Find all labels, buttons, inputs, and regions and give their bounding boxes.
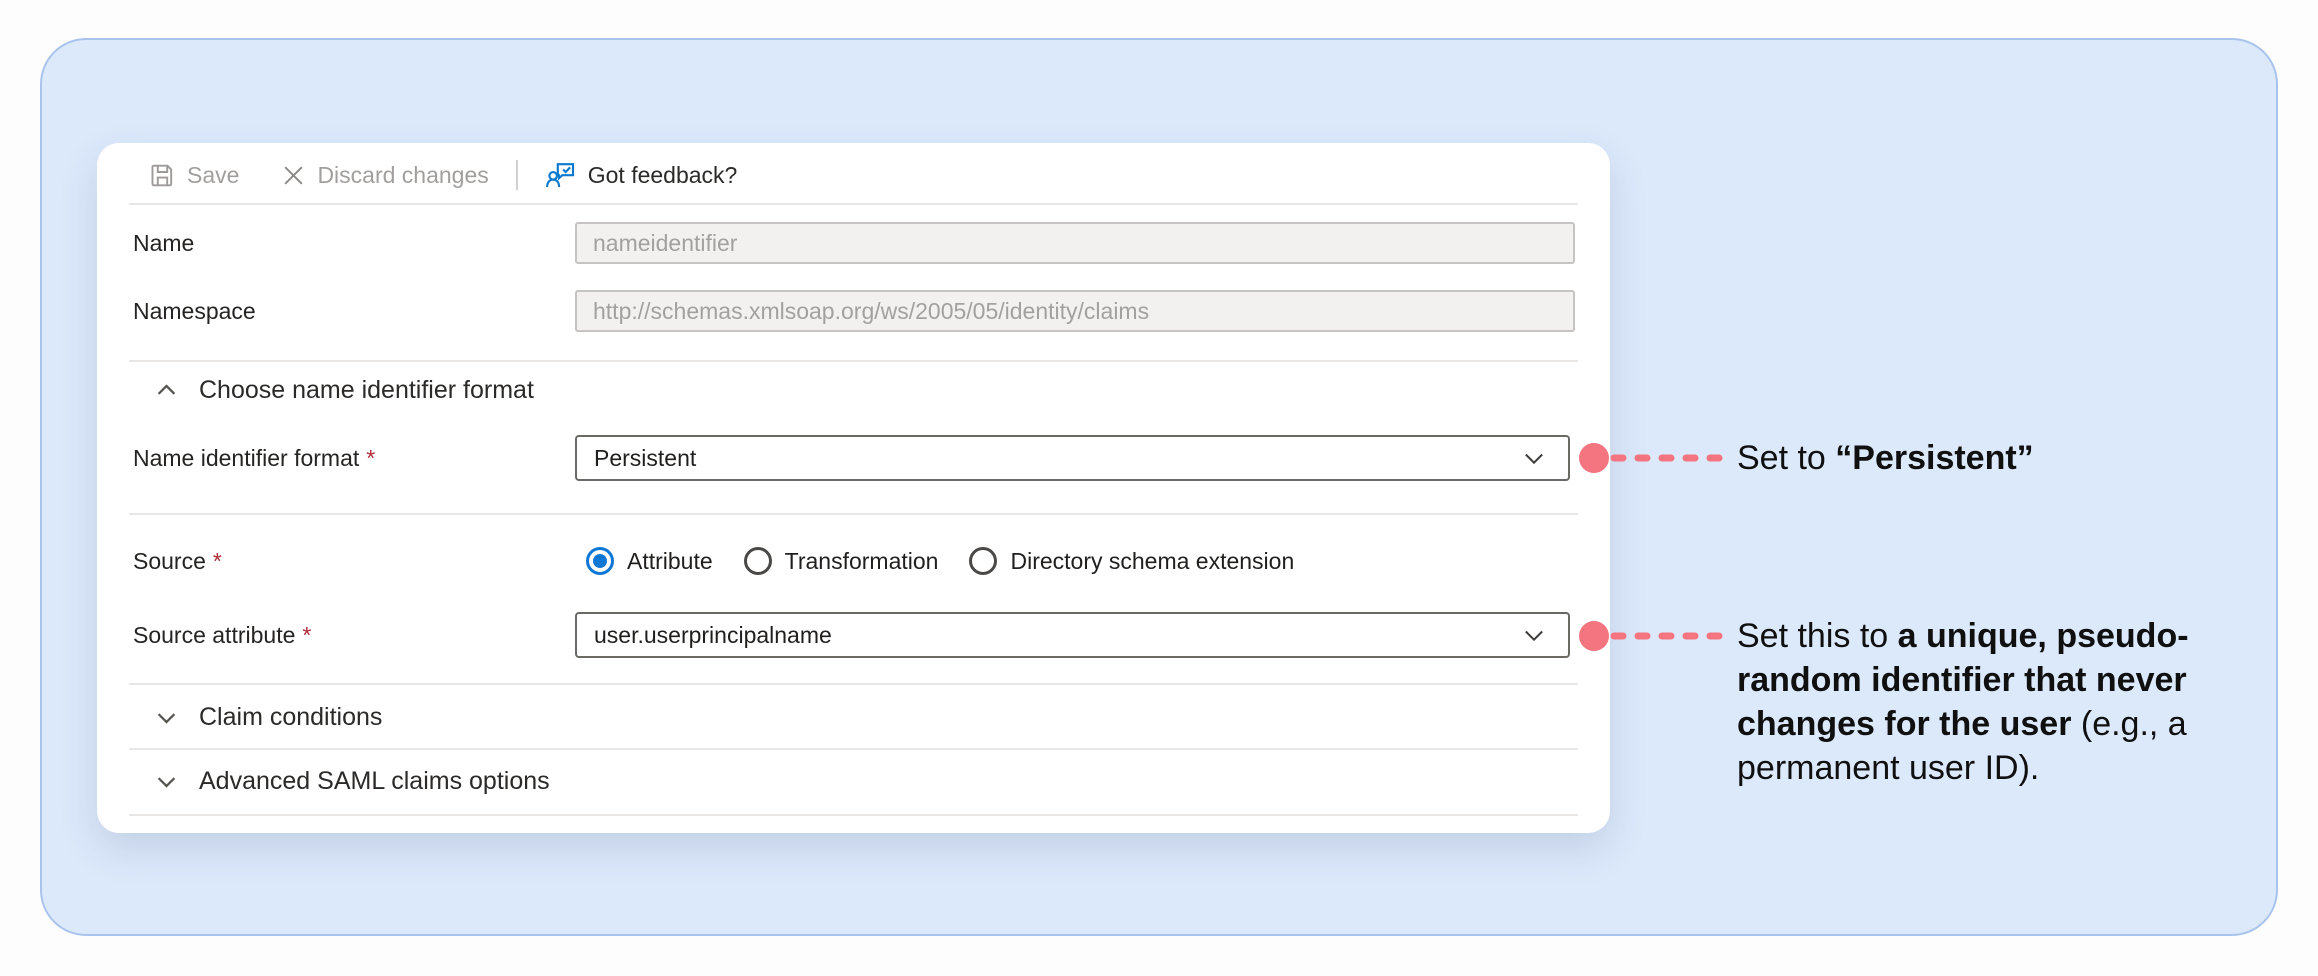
radio-unselected-icon <box>969 547 997 575</box>
annotation-text-bold: “Persistent” <box>1835 439 2034 477</box>
annotation-persistent <box>1737 436 2034 480</box>
divider <box>129 360 1578 362</box>
annotation-connector-source-attribute <box>1576 614 1728 658</box>
namespace-label: Namespace <box>133 297 256 324</box>
chevron-up-icon <box>153 377 180 404</box>
feedback-icon <box>545 159 577 191</box>
got-feedback-button[interactable] <box>545 159 738 191</box>
divider <box>129 513 1578 515</box>
name-identifier-format-dropdown[interactable] <box>575 435 1570 481</box>
annotation-line: random identifier that never <box>1737 661 2187 699</box>
save-icon <box>149 162 176 189</box>
annotation-source-attribute <box>1737 614 2189 790</box>
dismiss-icon <box>281 163 306 188</box>
field-row-name <box>133 222 1574 264</box>
field-row-source <box>133 545 1574 577</box>
save-button[interactable] <box>149 162 239 189</box>
section-toggle-claim-conditions[interactable] <box>153 702 382 732</box>
field-row-name-identifier-format <box>133 435 1574 481</box>
radio-unselected-icon <box>744 547 772 575</box>
chevron-down-icon <box>153 704 180 731</box>
toolbar-underline <box>129 203 1578 205</box>
source-attribute-label: Source attribute * <box>133 621 312 648</box>
annotation-text-normal: Set to <box>1737 439 1836 477</box>
divider <box>129 683 1578 685</box>
discard-changes-label: Discard changes <box>317 161 489 188</box>
section-title: Claim conditions <box>199 702 383 731</box>
namespace-input <box>575 290 1575 332</box>
annotation-dot <box>1579 443 1609 473</box>
discard-changes-button[interactable] <box>281 162 488 189</box>
field-row-source-attribute <box>133 612 1574 658</box>
section-title: Choose name identifier format <box>199 375 534 404</box>
name-identifier-format-label: Name identifier format * <box>133 444 376 471</box>
annotation-line: Set this to a unique, pseudo- <box>1737 617 2189 655</box>
annotation-line: changes for the user (e.g., a <box>1737 705 2187 743</box>
command-bar <box>149 151 737 199</box>
annotation-connector-persistent <box>1576 436 1728 480</box>
radio-label: Directory schema extension <box>1010 547 1295 574</box>
annotation-line: permanent user ID). <box>1737 749 2040 787</box>
annotation-dot <box>1579 621 1609 651</box>
radio-label: Attribute <box>627 547 713 574</box>
source-radio-group <box>575 547 1325 575</box>
got-feedback-label: Got feedback? <box>587 161 738 188</box>
source-attribute-dropdown[interactable] <box>575 612 1570 658</box>
divider <box>129 748 1578 750</box>
radio-selected-icon <box>586 547 614 575</box>
chevron-down-icon <box>153 768 180 795</box>
toolbar-divider <box>516 160 518 190</box>
chevron-down-icon <box>1520 621 1548 649</box>
required-asterisk: * <box>212 547 222 574</box>
field-row-namespace <box>133 290 1574 332</box>
chevron-down-icon <box>1520 444 1548 472</box>
source-label: Source * <box>133 547 222 574</box>
save-label: Save <box>187 161 240 188</box>
name-input <box>575 222 1575 264</box>
required-asterisk: * <box>366 444 376 471</box>
radio-option-attribute[interactable] <box>586 547 713 575</box>
name-label: Name <box>133 229 195 256</box>
divider <box>129 814 1578 816</box>
radio-option-transformation[interactable] <box>744 547 939 575</box>
required-asterisk: * <box>302 621 312 648</box>
section-toggle-name-identifier-format[interactable] <box>153 375 534 405</box>
name-identifier-format-value: Persistent <box>594 444 697 471</box>
manage-claim-form <box>97 143 1610 833</box>
section-toggle-advanced-saml-claims-options[interactable] <box>153 766 550 796</box>
section-title: Advanced SAML claims options <box>199 766 550 795</box>
source-attribute-value: user.userprincipalname <box>594 621 832 648</box>
radio-option-directory-schema-extension[interactable] <box>969 547 1294 575</box>
radio-label: Transformation <box>784 547 939 574</box>
